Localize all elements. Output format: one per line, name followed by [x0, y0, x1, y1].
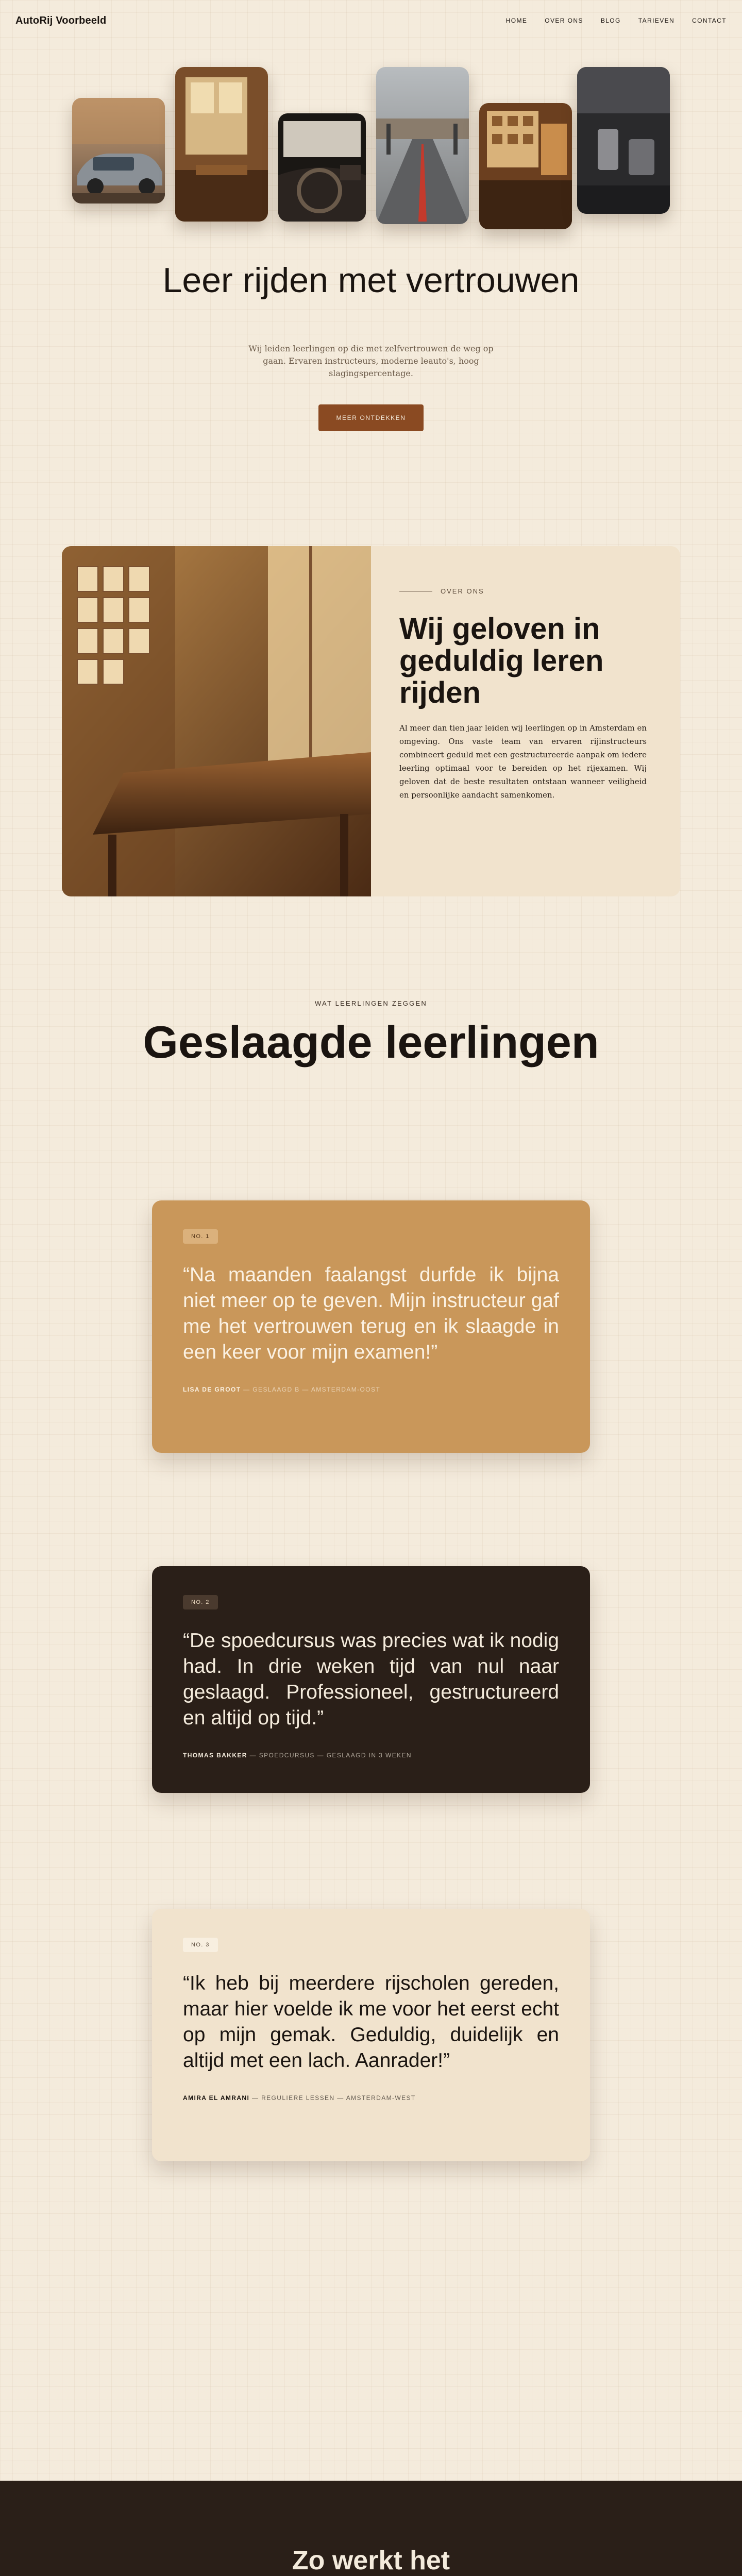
testimonial-quote: “Na maanden faalangst durfde ik bijna niet meer op te geven. Mijn instructeur gaf me het vertrouwen terug en ik slaagde in een keer voor mijn examen!” — [183, 1264, 559, 1363]
hero-image-road — [376, 67, 469, 224]
testimonial-card — [152, 1566, 590, 1793]
hero-image-pedals — [577, 67, 670, 214]
how-it-works-section — [0, 2481, 742, 2576]
how-title: Zo werkt het — [292, 2546, 450, 2575]
about-section — [62, 546, 680, 896]
nav-contact[interactable]: CONTACT — [692, 17, 727, 24]
hero-subtitle: Wij leiden leerlingen op die met zelfvertrouwen de weg op gaan. Ervaren instructeurs, moderne leauto's, hoog slagingspercentage. — [248, 344, 494, 378]
testimonial-quote: “De spoedcursus was precies wat ik nodig had. In drie weken tijd van nul naar geslaagd. Professioneel, gestructureerd en altijd op tijd.” — [183, 1630, 559, 1729]
hero-image-room — [175, 67, 268, 222]
testimonial-name: THOMAS BAKKER — [183, 1752, 247, 1759]
hero-image-collage — [72, 67, 670, 237]
about-title: Wij geloven in geduldig leren rijden — [399, 612, 604, 709]
testimonial-badge: NO. 1 — [183, 1229, 218, 1244]
testimonial-detail: — SPOEDCURSUS — GESLAAGD IN 3 WEKEN — [249, 1752, 412, 1759]
about-eyebrow — [399, 587, 484, 595]
hero-image-dashboard — [278, 113, 366, 222]
testimonial-badge: NO. 3 — [183, 1938, 218, 1952]
testimonial-detail: — REGULIERE LESSEN — AMSTERDAM-WEST — [251, 2094, 416, 2102]
site-logo[interactable]: AutoRij Voorbeeld — [15, 14, 107, 26]
testimonials-eyebrow: WAT LEERLINGEN ZEGGEN — [315, 999, 427, 1007]
nav-tarieven[interactable]: TARIEVEN — [638, 17, 675, 24]
testimonial-quote: “Ik heb bij meerdere rijscholen gereden, maar hier voelde ik me voor het eerst echt op mijn gemak. Geduldig, duidelijk en altijd met een lach. Aanrader!” — [183, 1972, 559, 2072]
nav-blog[interactable]: BLOG — [600, 17, 621, 24]
testimonial-card — [152, 1909, 590, 2161]
top-nav — [0, 0, 742, 41]
testimonial-badge: NO. 2 — [183, 1595, 218, 1609]
testimonial-author — [183, 1386, 559, 1393]
hero-image-interior — [479, 103, 572, 229]
testimonial-name: LISA DE GROOT — [183, 1386, 241, 1393]
about-eyebrow-label: OVER ONS — [441, 587, 484, 595]
testimonial-author — [183, 1752, 559, 1759]
testimonials-title: Geslaagde leerlingen — [143, 1016, 599, 1067]
nav-over-ons[interactable]: OVER ONS — [545, 17, 583, 24]
hero-title: Leer rijden met vertrouwen — [162, 261, 580, 300]
about-image — [62, 546, 371, 896]
testimonial-author — [183, 2094, 559, 2102]
nav-home[interactable]: HOME — [505, 17, 528, 24]
testimonial-card — [152, 1200, 590, 1453]
testimonial-name: AMIRA EL AMRANI — [183, 2094, 250, 2102]
testimonial-detail: — GESLAAGD B — AMSTERDAM-OOST — [243, 1386, 381, 1393]
hero-image-car — [72, 98, 165, 204]
main-menu — [506, 17, 727, 24]
about-text: Al meer dan tien jaar leiden wij leerlingen op in Amsterdam en omgeving. Ons vaste team van ervaren rijinstructeurs combineert geduld met een gestructureerde aanpak om iedere leerling optimaal voor te bereiden op het rijexamen. Wij geloven dat de beste resultaten ontstaan wanneer veiligheid en persoonlijke aandacht samenkomen. — [399, 723, 647, 800]
discover-more-button[interactable]: MEER ONTDEKKEN — [318, 404, 424, 431]
